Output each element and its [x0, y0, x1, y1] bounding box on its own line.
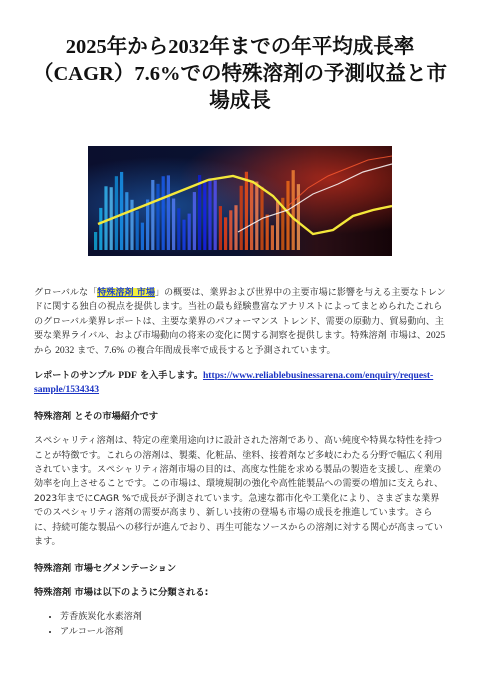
intro-text-from: から: [34, 345, 56, 356]
hero-bar: [271, 225, 274, 250]
intro-text-mid: 」の概要は、業界および世界中の主要市場に影響を与える主要なトレンドに関する独自の視点を提供します。当社の最も経験豊富なアナリストによってまとめられたこれらのグローバル業界レポートは、主要な業界のパフォーマンス トレンド、需要の原動力、貿易動向、主要な業界ライバル、および市場動向の将来の変化に関する洞察を提供します。特殊溶剤 市場は、: [34, 288, 446, 342]
intro-text-pre: グローバルな「: [34, 288, 98, 298]
page-title: 2025年から2032年までの年平均成長率（CAGR）7.6%での特殊溶剤の予測収益と市場成長: [33, 36, 447, 112]
type-list: [34, 610, 447, 639]
sample-text-pre: レポートのサンプル: [34, 371, 119, 382]
hero-bar: [99, 208, 102, 250]
sample-request-line: [34, 369, 447, 398]
list-item: • アルコール溶剤: [60, 625, 447, 640]
hero-bar: [104, 186, 107, 250]
hero-bar: [167, 175, 170, 250]
hero-bar: [203, 182, 206, 250]
hero-bar: [292, 170, 295, 250]
hero-bar: [141, 223, 144, 250]
sample-text-post: を入手します。: [136, 371, 203, 382]
highlighted-market-link[interactable]: 特殊溶剤 市場: [97, 288, 155, 298]
hero-bar: [224, 217, 227, 250]
article-body: [34, 286, 447, 640]
intro-year-start: 2025: [426, 330, 446, 342]
hero-bar: [250, 182, 253, 250]
hero-bar: [130, 200, 133, 250]
hero-bar: [172, 199, 175, 250]
hero-bar: [240, 186, 243, 250]
intro-text-until: まで、: [74, 345, 105, 356]
hero-bar: [146, 200, 149, 250]
hero-bar: [120, 172, 123, 250]
hero-bar: [94, 232, 97, 250]
intro-paragraph: [34, 286, 447, 358]
hero-bar: [255, 182, 258, 250]
hero-bar: [162, 176, 165, 250]
intro-text-post: の複合年間成長率で成長すると予測されています。: [124, 345, 336, 356]
hero-bar: [297, 184, 300, 250]
hero-bar: [115, 176, 118, 250]
hero-bar: [136, 211, 139, 250]
intro-year-end: 2032: [55, 344, 75, 356]
intro-cagr: 7.6%: [104, 344, 125, 356]
hero-bar: [229, 210, 232, 250]
market-description: スペシャリティ溶剤は、特定の産業用途向けに設計された溶剤であり、高い純度や特異な特性を持つことが特徴です。これらの溶剤は、製薬、化粧品、塗料、接着剤など多岐にわたる分野で幅広く利用されています。スペシャリティ溶剤市場の目的は、高度な性能を求める製品の製造を支援し、産業の効率を向上させることです。この市場は、環境規制の強化や高性能製品への需要の増加に支えられ、2023年までにCAGR %で成長が予測されています。急速な都市化や工業化により、さまざまな業界でのスペシャリティ溶剤の需要が高まり、新しい技術の登場も市場の成長を推進しています。さらに、持続可能な製品への移行が進んでおり、再生可能なソースからの溶剤に対する関心が高まっています。: [34, 436, 444, 548]
hero-bar: [266, 215, 269, 250]
hero-bar: [208, 178, 211, 250]
hero-bar: [198, 175, 201, 250]
hero-bar: [177, 208, 180, 250]
sample-request-link[interactable]: https://www.reliablebusinessarena.com/enquiry/request-sample/1534343: [34, 370, 434, 396]
hero-bar: [219, 206, 222, 250]
section-heading-classified: 特殊溶剤 市場は以下のように分類される:: [34, 586, 209, 598]
hero-bar: [234, 205, 237, 250]
hero-bar: [245, 172, 248, 250]
section-heading-intro: 特殊溶剤 とその市場紹介です: [34, 410, 159, 422]
hero-bar: [151, 180, 154, 250]
hero-bar: [214, 180, 217, 250]
hero-bar: [182, 220, 185, 250]
hero-bar: [276, 201, 279, 250]
hero-bar: [193, 192, 196, 250]
list-item: • 芳香族炭化水素溶剤: [60, 610, 447, 625]
section-heading-segmentation: 特殊溶剤 市場セグメンテーション: [34, 562, 177, 574]
hero-bar: [156, 184, 159, 250]
hero-bar: [125, 192, 128, 250]
hero-finance-chart-image: [88, 146, 392, 256]
hero-bar: [188, 214, 191, 250]
sample-pdf-label: PDF: [118, 370, 137, 382]
